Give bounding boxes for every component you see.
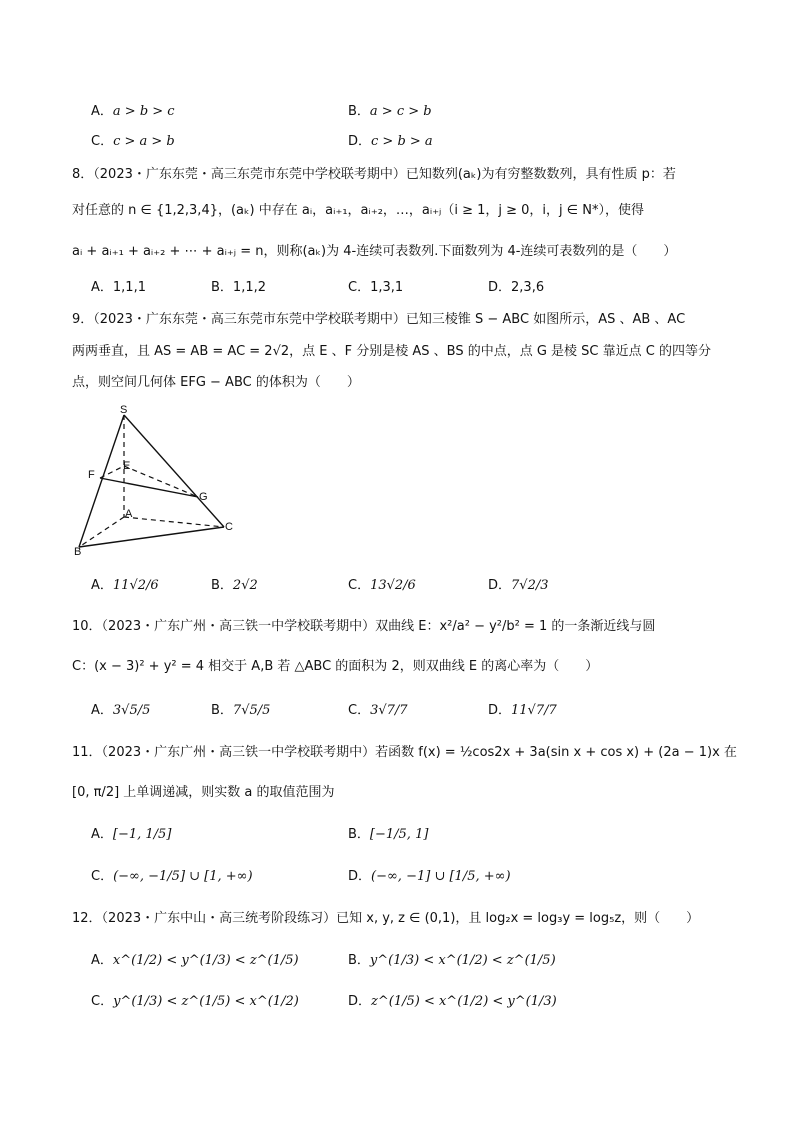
q8-option-c: C．1,3,1 bbox=[348, 280, 404, 295]
q11-option-a: A．[−1, 1/5] bbox=[91, 827, 172, 842]
q10-option-a: A．3√5/5 bbox=[91, 703, 151, 718]
label-g: G bbox=[199, 491, 208, 503]
edge-sc bbox=[124, 415, 224, 527]
edge-bc bbox=[79, 527, 224, 547]
q7-option-d: D．c > b > a bbox=[348, 134, 433, 149]
q8-option-b: B．1,1,2 bbox=[211, 280, 266, 295]
q12-option-b: B．y^(1/3) < x^(1/2) < z^(1/5) bbox=[348, 953, 556, 968]
q10-stem-line1: 10．（2023・广东广州・高三铁一中学校联考期中）双曲线 E：x²/a² − y²/b² = 1 的一条渐近线与圆 bbox=[72, 619, 656, 634]
label-s: S bbox=[120, 405, 128, 416]
q9-stem-line3: 点，则空间几何体 EFG − ABC 的体积为（ ） bbox=[72, 375, 360, 390]
q12-option-a: A．x^(1/2) < y^(1/3) < z^(1/5) bbox=[91, 953, 299, 968]
q12-stem-line1: 12．（2023・广东中山・高三统考阶段练习）已知 x, y, z ∈ (0,1)，且 log₂x = log₃y = log₅z，则（ ） bbox=[72, 911, 700, 926]
label-a: A bbox=[125, 508, 133, 520]
q8-stem-line1: 8．（2023・广东东莞・高三东莞市东莞中学校联考期中）已知数列(aₖ)为有穷整数数列，具有性质 p：若 bbox=[72, 167, 676, 182]
q11-stem-line2: [0, π/2] 上单调递减，则实数 a 的取值范围为 bbox=[72, 785, 335, 800]
q11-option-d: D．(−∞, −1] ∪ [1/5, +∞) bbox=[348, 869, 511, 884]
q8-stem-line3: aᵢ + aᵢ₊₁ + aᵢ₊₂ + ⋯ + aᵢ₊ⱼ = n，则称(aₖ)为 4-连续可表数列.下面数列为 4-连续可表数列的是（ ） bbox=[72, 244, 677, 259]
q8-stem-line2: 对任意的 n ∈ {1,2,3,4}，(aₖ) 中存在 aᵢ，aᵢ₊₁，aᵢ₊₂，…，aᵢ₊ⱼ（i ≥ 1，j ≥ 0，i，j ∈ N*），使得 bbox=[72, 203, 644, 218]
q7-option-a: A．a > b > c bbox=[91, 104, 175, 119]
pyramid-figure bbox=[74, 405, 244, 555]
q8-option-a: A．1,1,1 bbox=[91, 280, 146, 295]
q7-option-b: B．a > c > b bbox=[348, 104, 432, 119]
q9-option-c: C．13√2/6 bbox=[348, 578, 416, 593]
q10-option-c: C．3√7/7 bbox=[348, 703, 408, 718]
q9-stem-line2: 两两垂直，且 AS = AB = AC = 2√2，点 E 、F 分别是棱 AS 、BS 的中点，点 G 是棱 SC 靠近点 C 的四等分 bbox=[72, 344, 711, 359]
label-b: B bbox=[74, 546, 82, 555]
label-e: E bbox=[123, 460, 131, 472]
q8-option-d: D．2,3,6 bbox=[488, 280, 545, 295]
edge-eg-hidden bbox=[124, 466, 198, 497]
q9-option-b: B．2√2 bbox=[211, 578, 258, 593]
label-f: F bbox=[88, 469, 95, 481]
q7-option-c: C．c > a > b bbox=[91, 134, 175, 149]
q9-stem-line1: 9．（2023・广东东莞・高三东莞市东莞中学校联考期中）已知三棱锥 S − ABC 如图所示，AS 、AB 、AC bbox=[72, 312, 686, 327]
q11-option-b: B．[−1/5, 1] bbox=[348, 827, 429, 842]
edge-ac-hidden bbox=[124, 517, 224, 527]
edge-ab-hidden bbox=[79, 517, 124, 547]
q10-option-b: B．7√5/5 bbox=[211, 703, 271, 718]
q11-stem-line1: 11．（2023・广东广州・高三铁一中学校联考期中）若函数 f(x) = ½cos2x + 3a(sin x + cos x) + (2a − 1)x 在 bbox=[72, 745, 737, 760]
q9-option-d: D．7√2/3 bbox=[488, 578, 549, 593]
q12-option-c: C．y^(1/3) < z^(1/5) < x^(1/2) bbox=[91, 994, 299, 1009]
q11-option-c: C．(−∞, −1/5] ∪ [1, +∞) bbox=[91, 869, 253, 884]
q10-option-d: D．11√7/7 bbox=[488, 703, 557, 718]
q12-option-d: D．z^(1/5) < x^(1/2) < y^(1/3) bbox=[348, 994, 557, 1009]
q9-option-a: A．11√2/6 bbox=[91, 578, 159, 593]
label-c: C bbox=[225, 521, 233, 533]
q10-stem-line2: C：(x − 3)² + y² = 4 相交于 A,B 若 △ABC 的面积为 2，则双曲线 E 的离心率为（ ） bbox=[72, 659, 599, 674]
edge-fe-hidden bbox=[100, 466, 124, 478]
